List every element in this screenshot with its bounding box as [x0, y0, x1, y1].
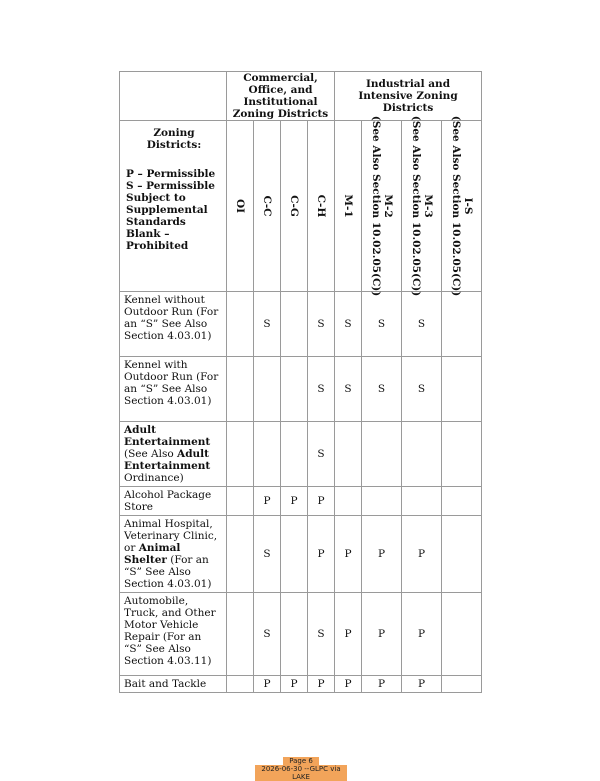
district-label	[370, 116, 394, 296]
permission-cell: S	[402, 357, 442, 422]
permission-cell	[281, 357, 308, 422]
permission-cell	[281, 593, 308, 676]
use-name-part: (For an “S” See Also Section 4.03.01)	[124, 554, 212, 590]
table-row	[120, 593, 482, 676]
table-row	[120, 516, 482, 593]
district-header-oi	[227, 121, 254, 292]
permission-cell: P	[362, 593, 402, 676]
permission-cell	[254, 422, 281, 487]
permission-cell	[227, 357, 254, 422]
permission-cell: P	[362, 676, 402, 693]
permission-cell: S	[254, 292, 281, 357]
permission-cell: P	[335, 676, 362, 693]
permission-cell: S	[308, 357, 335, 422]
permission-cell: S	[362, 357, 402, 422]
district-code: OI	[234, 198, 246, 214]
district-note: (See Also Section 10.02.05(C))	[449, 115, 462, 297]
use-name-part: Adult Entertainment	[124, 424, 211, 448]
use-name-cell: Kennel without Outdoor Run (For an “S” See Also Section 4.03.01)	[120, 292, 227, 357]
permission-cell: S	[335, 357, 362, 422]
table-row	[120, 357, 482, 422]
permission-cell	[442, 357, 482, 422]
permission-cell	[442, 516, 482, 593]
permission-cell: S	[254, 516, 281, 593]
district-header-c-g	[281, 121, 308, 292]
district-header-m-3	[402, 115, 442, 297]
permission-cell: P	[335, 593, 362, 676]
permission-cell: P	[402, 593, 442, 676]
source-stamp: 2026-06-30 --GLPC via LAKE	[255, 765, 347, 781]
use-name-part: Ordinance)	[124, 472, 184, 484]
district-label	[234, 199, 246, 213]
permission-cell	[335, 422, 362, 487]
permission-cell: P	[335, 516, 362, 593]
permission-cell	[254, 357, 281, 422]
district-header-row	[120, 121, 482, 292]
district-code: M-2	[381, 194, 394, 218]
use-name-cell	[120, 516, 227, 593]
permission-cell	[362, 422, 402, 487]
district-header-c-c	[254, 121, 281, 292]
use-name-part: Animal Hospital, Veterinary Clinic, or	[124, 518, 218, 554]
permission-cell: S	[308, 593, 335, 676]
permission-cell	[227, 676, 254, 693]
permission-cell: P	[362, 516, 402, 593]
permission-cell	[227, 422, 254, 487]
group-header-row	[120, 72, 482, 121]
permission-cell	[281, 516, 308, 593]
district-header-m-2	[362, 115, 402, 297]
permission-cell: P	[281, 487, 308, 516]
district-code: M-1	[342, 194, 355, 218]
district-note: (See Also Section 10.02.05(C))	[409, 115, 422, 297]
table-row	[120, 292, 482, 357]
permission-cell	[281, 292, 308, 357]
table-row	[120, 487, 482, 516]
permission-cell: S	[362, 292, 402, 357]
legend-cell	[120, 121, 227, 292]
industrial-group-header: Industrial and Intensive Zoning Districts	[335, 72, 482, 121]
district-code: I-S	[461, 197, 474, 215]
table-row	[120, 676, 482, 693]
table-row	[120, 422, 482, 487]
permission-cell	[335, 487, 362, 516]
legend-permissible: P – Permissible	[126, 168, 216, 180]
district-label	[342, 194, 354, 217]
district-header-c-h	[308, 121, 335, 292]
permission-cell: S	[308, 422, 335, 487]
permission-cell	[227, 487, 254, 516]
permission-cell	[442, 593, 482, 676]
district-label	[315, 195, 327, 218]
permission-cell	[227, 292, 254, 357]
use-name-cell	[120, 422, 227, 487]
use-name-cell: Kennel with Outdoor Run (For an “S” See Also Section 4.03.01)	[120, 357, 227, 422]
use-name-part: Adult Entertainment	[124, 448, 211, 472]
legend-title: Zoning Districts:	[146, 127, 202, 151]
legend-supplemental: S – Permissible Subject to Supplemental Standards	[126, 180, 215, 228]
permission-cell	[442, 676, 482, 693]
use-name-cell: Automobile, Truck, and Other Motor Vehicle Repair (For an “S” See Also Section 4.03.11)	[120, 593, 227, 676]
page-number: Page 6	[283, 757, 319, 765]
district-label	[261, 195, 273, 216]
permission-cell	[402, 487, 442, 516]
permission-cell	[442, 292, 482, 357]
permission-cell: P	[308, 487, 335, 516]
commercial-group-header: Commercial, Office, and Institutional Zoning Districts	[227, 72, 335, 121]
district-note: (See Also Section 10.02.05(C))	[369, 115, 382, 297]
page-footer	[255, 757, 347, 781]
district-code: C-C	[261, 195, 273, 217]
permission-cell: S	[254, 593, 281, 676]
corner-cell	[120, 72, 227, 121]
permission-cell	[442, 422, 482, 487]
permission-cell: S	[335, 292, 362, 357]
permission-cell: P	[308, 516, 335, 593]
permission-cell	[402, 422, 442, 487]
district-label	[450, 116, 474, 296]
permission-cell: P	[254, 487, 281, 516]
district-code: C-G	[288, 195, 300, 217]
permission-cell: S	[402, 292, 442, 357]
use-name-part: Animal Shelter	[124, 542, 181, 566]
use-name-part: (See Also	[124, 448, 178, 460]
permission-cell: P	[402, 676, 442, 693]
district-header-m-1	[335, 121, 362, 292]
district-label	[288, 195, 300, 217]
permission-cell	[362, 487, 402, 516]
permission-cell: P	[402, 516, 442, 593]
permission-cell: P	[254, 676, 281, 693]
use-name-cell: Alcohol Package Store	[120, 487, 227, 516]
permission-cell	[281, 422, 308, 487]
use-name-cell: Bait and Tackle	[120, 676, 227, 693]
permission-cell: S	[308, 292, 335, 357]
permission-cell: P	[281, 676, 308, 693]
district-label	[410, 116, 434, 296]
district-code: C-H	[315, 194, 327, 218]
permission-cell	[227, 593, 254, 676]
legend-prohibited: Blank – Prohibited	[126, 228, 189, 252]
permission-cell: P	[308, 676, 335, 693]
zoning-table	[119, 71, 482, 693]
permission-cell	[442, 487, 482, 516]
permission-cell	[227, 516, 254, 593]
district-header-i-s	[442, 115, 482, 297]
district-code: M-3	[421, 194, 434, 218]
